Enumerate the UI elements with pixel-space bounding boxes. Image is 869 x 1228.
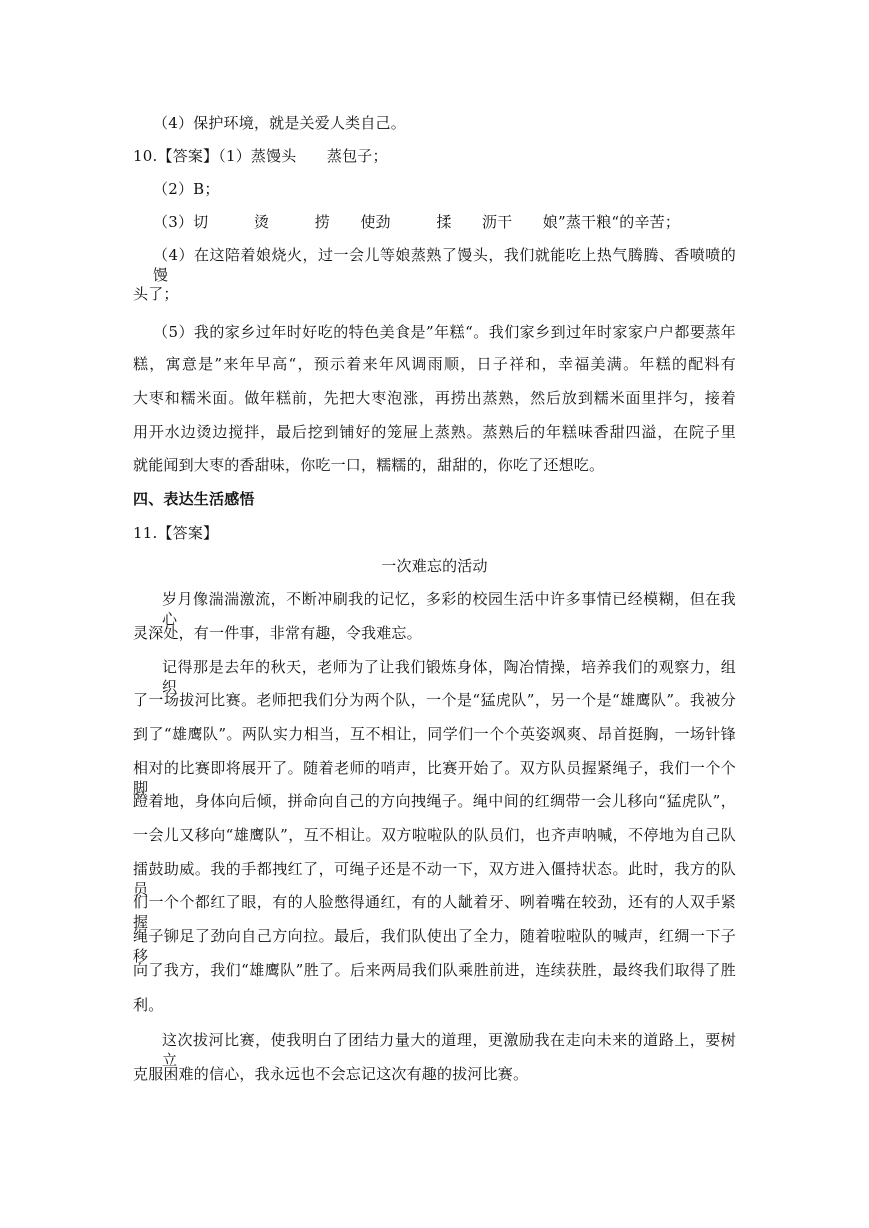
answer-10-item-3: （3）切 烫 捞 使劲 揉 沥干 娘”蒸干粮“的辛苦；	[153, 213, 681, 231]
essay-paragraph-3-line-1: 这次拔河比赛，使我明白了团结力量大的道理，更激励我在走向未来的道路上，要树立	[162, 1031, 736, 1069]
answer-10-heading: 10.【答案】（1）蒸馒头 蒸包子；	[133, 147, 388, 165]
essay-paragraph-2-line-4: 相对的比赛即将展开了。随着老师的哨声，比赛开始了。双方队员握紧绳子，我们一个个脚	[133, 759, 736, 797]
essay-paragraph-1-line-2: 灵深处，有一件事，非常有趣，令我难忘。	[133, 624, 422, 642]
essay-paragraph-2-line-11: 利。	[133, 996, 164, 1014]
answer-10-item-4-line-1: （4）在这陪着娘烧火，过一会儿等娘蒸熟了馒头，我们就能吃上热气腾腾、香喷喷的馒	[153, 246, 736, 284]
answer-10-item-5-line-2: 糕，寓意是”来年早高“，预示着来年风调雨顺，日子祥和，幸福美满。年糕的配料有	[133, 355, 736, 373]
essay-paragraph-2-line-5: 蹬着地，身体向后倾，拼命向自己的方向拽绳子。绳中间的红绸带一会儿移向“猛虎队”，	[133, 792, 736, 810]
essay-paragraph-2-line-7: 擂鼓助威。我的手都拽红了，可绳子还是不动一下，双方进入僵持状态。此时，我方的队员	[133, 860, 736, 898]
answer-10-item-5-line-5: 就能闻到大枣的香甜味，你吃一口，糯糯的，甜甜的，你吃了还想吃。	[133, 456, 605, 474]
essay-paragraph-2-line-1: 记得那是去年的秋天，老师为了让我们锻炼身体，陶冶情操，培养我们的观察力，组织	[162, 658, 736, 696]
answer-10-item-2: （2）B；	[153, 180, 220, 198]
essay-title: 一次难忘的活动	[381, 557, 488, 575]
essay-paragraph-2-line-6: 一会儿又移向“雄鹰队”，互不相让。双方啦啦队的队员们，也齐声呐喊，不停地为自己队	[133, 826, 736, 844]
essay-paragraph-2-line-10: 向了我方，我们“雄鹰队”胜了。后来两局我们队乘胜前进，连续获胜，最终我们取得了胜	[133, 961, 736, 979]
answer-10-item-5-line-1: （5）我的家乡过年时好吃的特色美食是”年糕“。我们家乡到过年时家家户户都要蒸年	[153, 323, 736, 341]
essay-paragraph-3-line-2: 克服困难的信心，我永远也不会忘记这次有趣的拔河比赛。	[133, 1065, 529, 1083]
essay-paragraph-1-line-1: 岁月像湍湍激流，不断冲刷我的记忆，多彩的校园生活中许多事情已经模糊，但在我心	[162, 590, 736, 628]
answer-10-item-5-line-4: 用开水边烫边搅拌，最后挖到铺好的笼屉上蒸熟。蒸熟后的年糕味香甜四溢，在院子里	[133, 423, 736, 441]
essay-paragraph-2-line-9: 绳子铆足了劲向自己方向拉。最后，我们队使出了全力，随着啦啦队的喊声，红绸一下子移	[133, 927, 736, 965]
answer-9-item-4: （4）保护环境，就是关爱人类自己。	[153, 114, 406, 132]
essay-paragraph-2-line-8: 们一个个都红了眼，有的人脸憋得通红，有的人龇着牙、咧着嘴在较劲，还有的人双手紧握	[133, 893, 736, 931]
essay-paragraph-2-line-2: 了一场拔河比赛。老师把我们分为两个队，一个是“猛虎队”，另一个是“雄鹰队”。我被分	[133, 691, 736, 709]
essay-paragraph-2-line-3: 到了“雄鹰队”。两队实力相当，互不相让，同学们一个个英姿飒爽、昂首挺胸，一场针锋	[133, 725, 736, 743]
section-4-heading: 四、表达生活感悟	[133, 490, 255, 508]
answer-10-item-5-line-3: 大枣和糯米面。做年糕前，先把大枣泡涨，再捞出蒸熟，然后放到糯米面里拌匀，接着	[133, 389, 736, 407]
answer-11-heading: 11.【答案】	[133, 524, 219, 542]
answer-10-item-4-line-2: 头了；	[133, 285, 179, 303]
